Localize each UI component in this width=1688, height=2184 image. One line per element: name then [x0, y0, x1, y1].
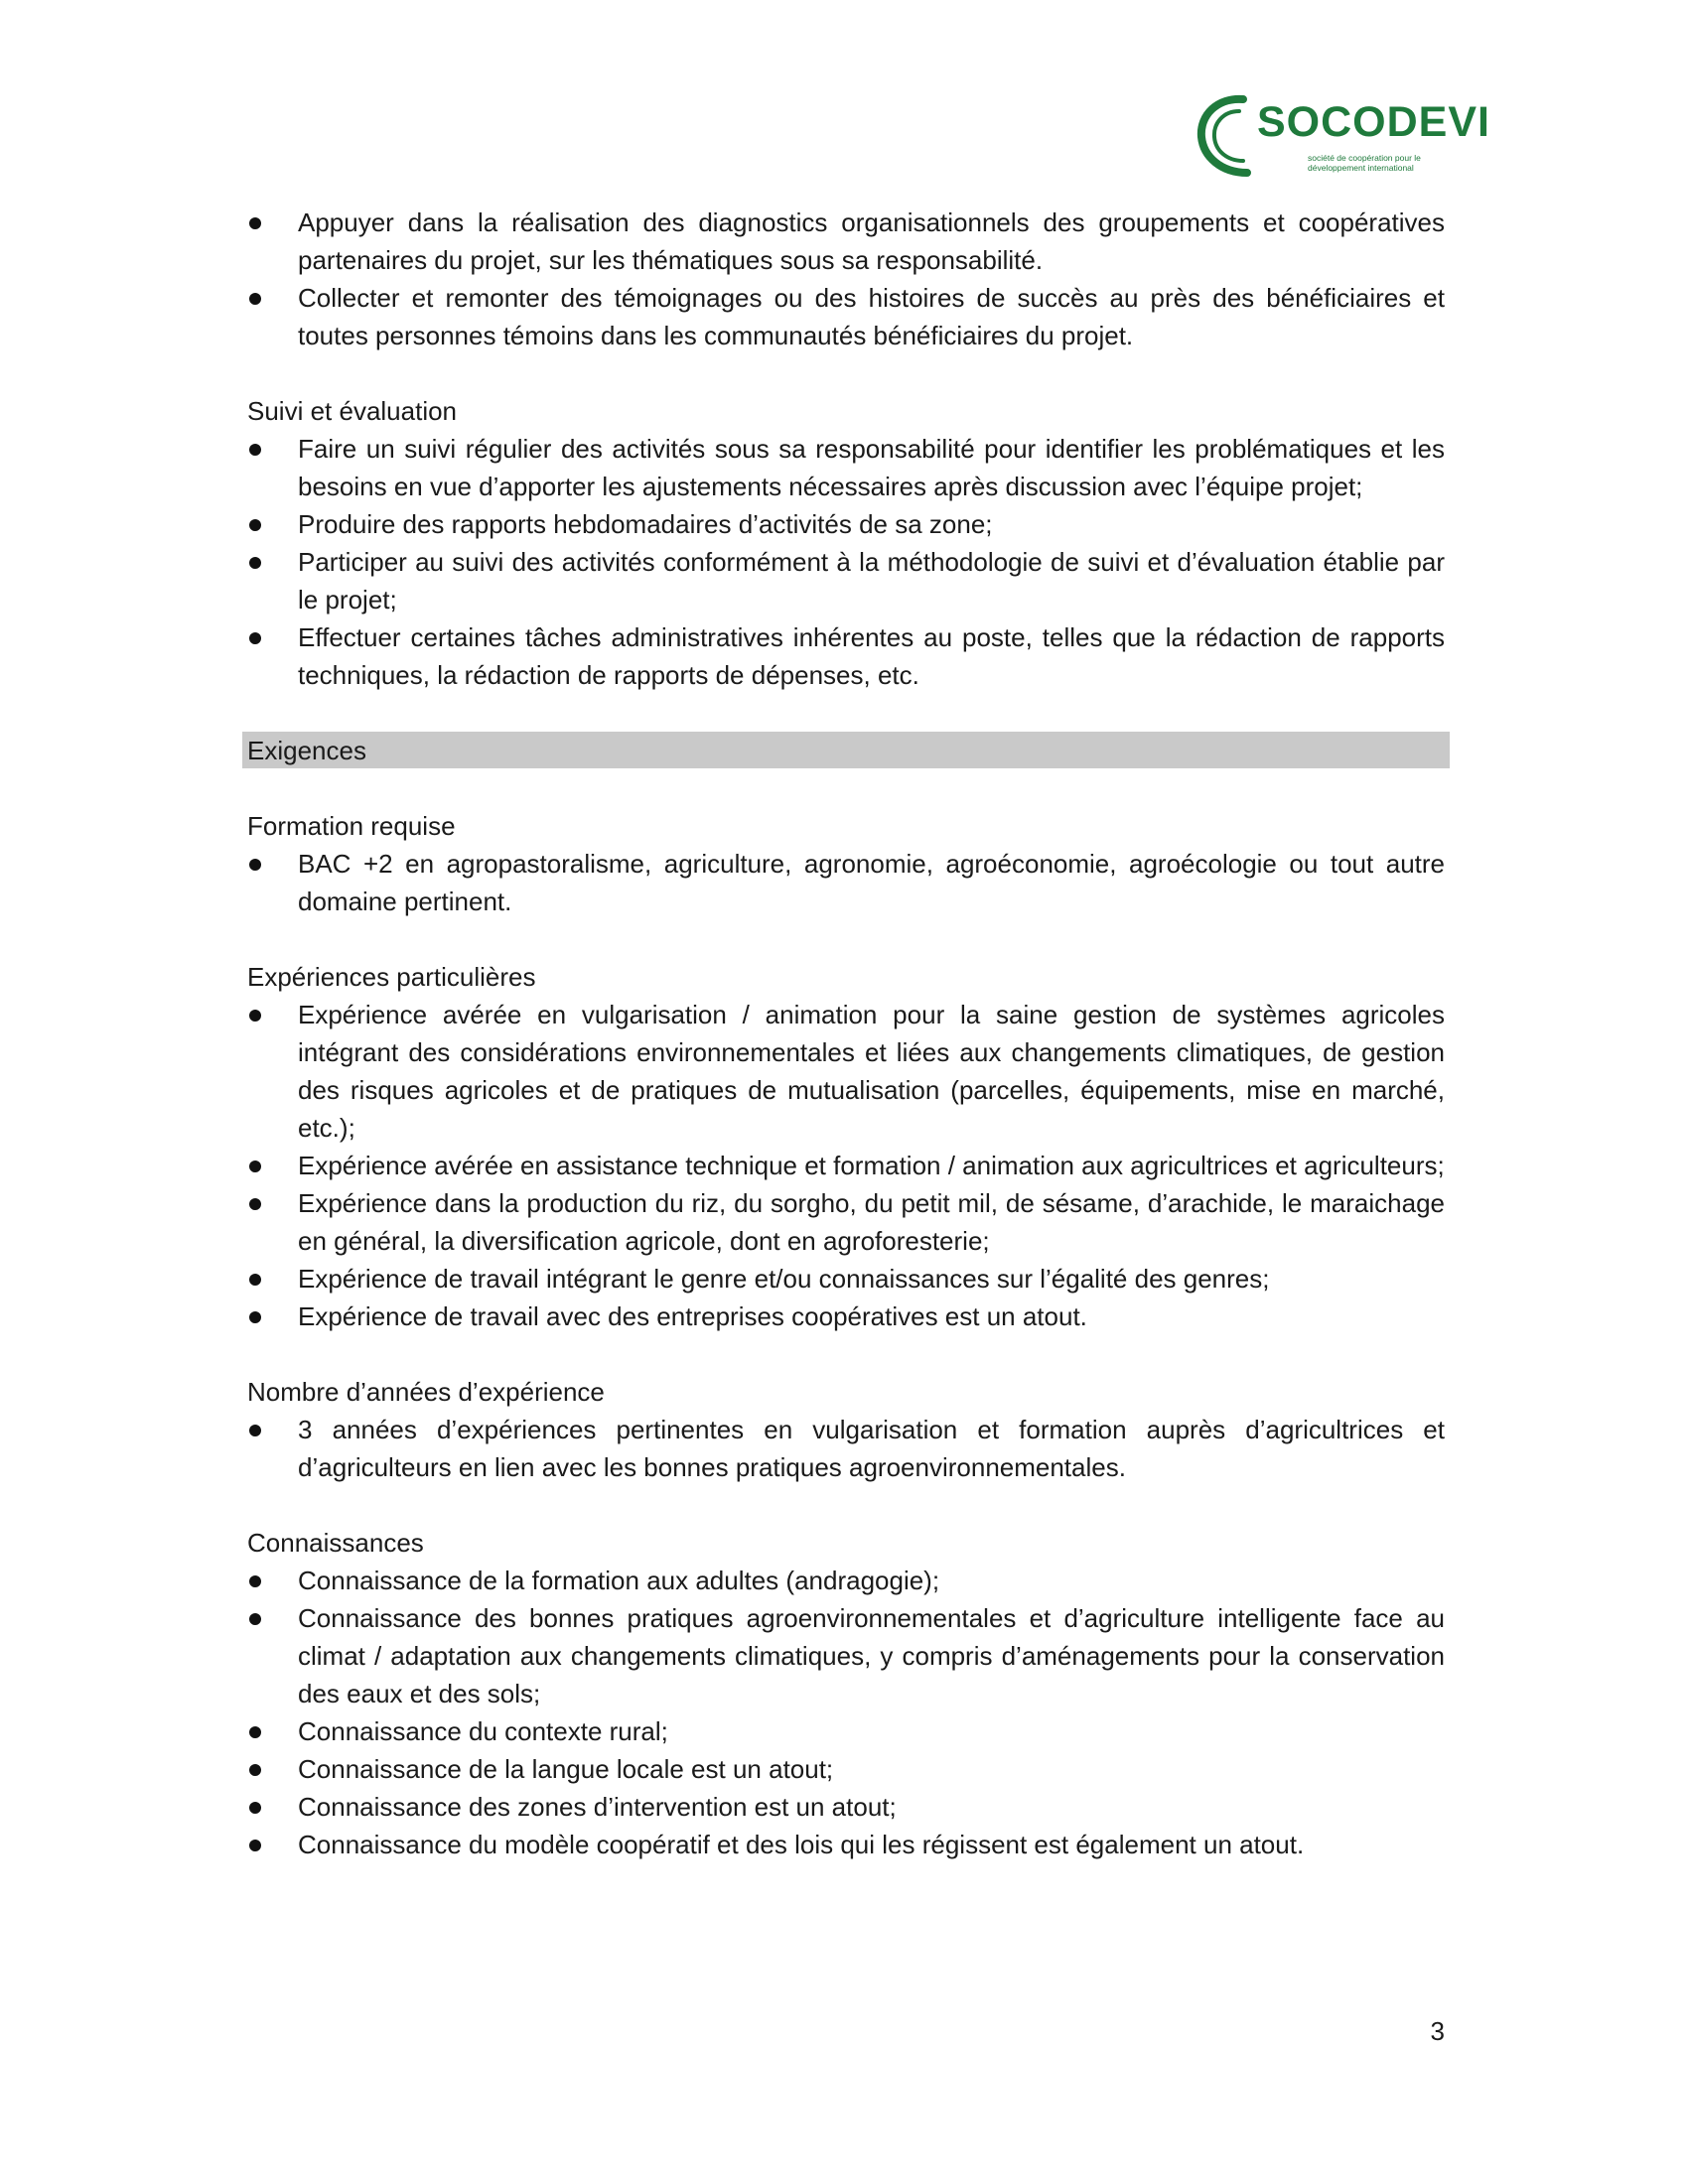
connaissances-bullet-list	[247, 1562, 1445, 1863]
suivi-bullet-list	[247, 430, 1445, 694]
bullet-icon	[249, 1274, 261, 1286]
section-heading-annees: Nombre d’années d’expérience	[247, 1377, 605, 1407]
page-number: 3	[1430, 2016, 1445, 2046]
logo-wordmark: SOCODEVI	[1257, 98, 1490, 146]
list-item: Expérience dans la production du riz, du sorgho, du petit mil, de sésame, d’arachide, le maraichage en général, la diversification agricole, dont en agroforesterie;	[247, 1184, 1445, 1260]
list-item: Expérience avérée en assistance technique et formation / animation aux agricultrices et agriculteurs;	[247, 1147, 1445, 1184]
list-item: Produire des rapports hebdomadaires d’activités de sa zone;	[247, 505, 1445, 543]
bullet-icon	[249, 1010, 261, 1022]
bullet-icon	[249, 1311, 261, 1323]
list-item: Participer au suivi des activités conformément à la méthodologie de suivi et d’évaluation établie par le projet;	[247, 543, 1445, 618]
list-item: Faire un suivi régulier des activités sous sa responsabilité pour identifier les problématiques et les besoins en vue d’apporter les ajustements nécessaires après discussion avec l’équipe projet;	[247, 430, 1445, 505]
list-item: Collecter et remonter des témoignages ou des histoires de succès au près des bénéficiaires et toutes personnes témoins dans les communautés bénéficiaires du projet.	[247, 279, 1445, 354]
bullet-icon	[249, 1726, 261, 1738]
list-item: Connaissance du contexte rural;	[247, 1712, 1445, 1750]
bullet-icon	[249, 1802, 261, 1814]
section-heading-formation: Formation requise	[247, 811, 456, 841]
formation-bullet-list	[247, 845, 1445, 920]
intro-bullet-list	[247, 204, 1445, 354]
experiences-bullet-list	[247, 996, 1445, 1335]
logo-swirl-icon	[1196, 93, 1265, 179]
bullet-icon	[249, 1613, 261, 1625]
annees-bullet-list	[247, 1411, 1445, 1486]
logo-tagline: société de coopération pour le développement international	[1308, 153, 1421, 173]
bullet-icon	[249, 1425, 261, 1436]
list-item: Effectuer certaines tâches administratives inhérentes au poste, telles que la rédaction de rapports techniques, la rédaction de rapports de dépenses, etc.	[247, 618, 1445, 694]
bullet-icon	[249, 1575, 261, 1587]
list-item: BAC +2 en agropastoralisme, agriculture, agronomie, agroéconomie, agroécologie ou tout autre domaine pertinent.	[247, 845, 1445, 920]
bullet-icon	[249, 1764, 261, 1776]
bullet-icon	[249, 217, 261, 229]
bullet-icon	[249, 1840, 261, 1851]
bullet-icon	[249, 1160, 261, 1172]
section-heading-experiences: Expériences particulières	[247, 962, 536, 992]
list-item: Connaissance de la formation aux adultes (andragogie);	[247, 1562, 1445, 1599]
list-item: 3 années d’expériences pertinentes en vulgarisation et formation auprès d’agricultrices et d’agriculteurs en lien avec les bonnes pratiques agroenvironnementales.	[247, 1411, 1445, 1486]
bullet-icon	[249, 632, 261, 644]
list-item: Connaissance de la langue locale est un atout;	[247, 1750, 1445, 1788]
bullet-icon	[249, 519, 261, 531]
bullet-icon	[249, 859, 261, 871]
bullet-icon	[249, 293, 261, 305]
bullet-icon	[249, 1198, 261, 1210]
section-band-exigences	[242, 732, 1450, 768]
section-heading-suivi: Suivi et évaluation	[247, 396, 458, 426]
list-item: Appuyer dans la réalisation des diagnostics organisationnels des groupements et coopératives partenaires du projet, sur les thématiques sous sa responsabilité.	[247, 204, 1445, 279]
list-item: Connaissance des zones d’intervention est un atout;	[247, 1788, 1445, 1826]
bullet-icon	[249, 444, 261, 456]
list-item: Expérience avérée en vulgarisation / animation pour la saine gestion de systèmes agricoles intégrant des considérations environnementales et liées aux changements climatiques, de gestion des risques agricoles et de pratiques de mutualisation (parcelles, équipements, mise en marché, etc.);	[247, 996, 1445, 1147]
list-item: Expérience de travail intégrant le genre et/ou connaissances sur l’égalité des genres;	[247, 1260, 1445, 1297]
list-item: Expérience de travail avec des entreprises coopératives est un atout.	[247, 1297, 1445, 1335]
document-body	[247, 204, 1445, 1863]
section-heading-connaissances: Connaissances	[247, 1528, 424, 1558]
list-item: Connaissance des bonnes pratiques agroenvironnementales et d’agriculture intelligente face au climat / adaptation aux changements climatiques, y compris d’aménagements pour la conservation des eaux et des sols;	[247, 1599, 1445, 1712]
socodevi-logo	[1196, 93, 1490, 179]
list-item: Connaissance du modèle coopératif et des lois qui les régissent est également un atout.	[247, 1826, 1445, 1863]
section-title-exigences: Exigences	[247, 736, 366, 765]
bullet-icon	[249, 557, 261, 569]
